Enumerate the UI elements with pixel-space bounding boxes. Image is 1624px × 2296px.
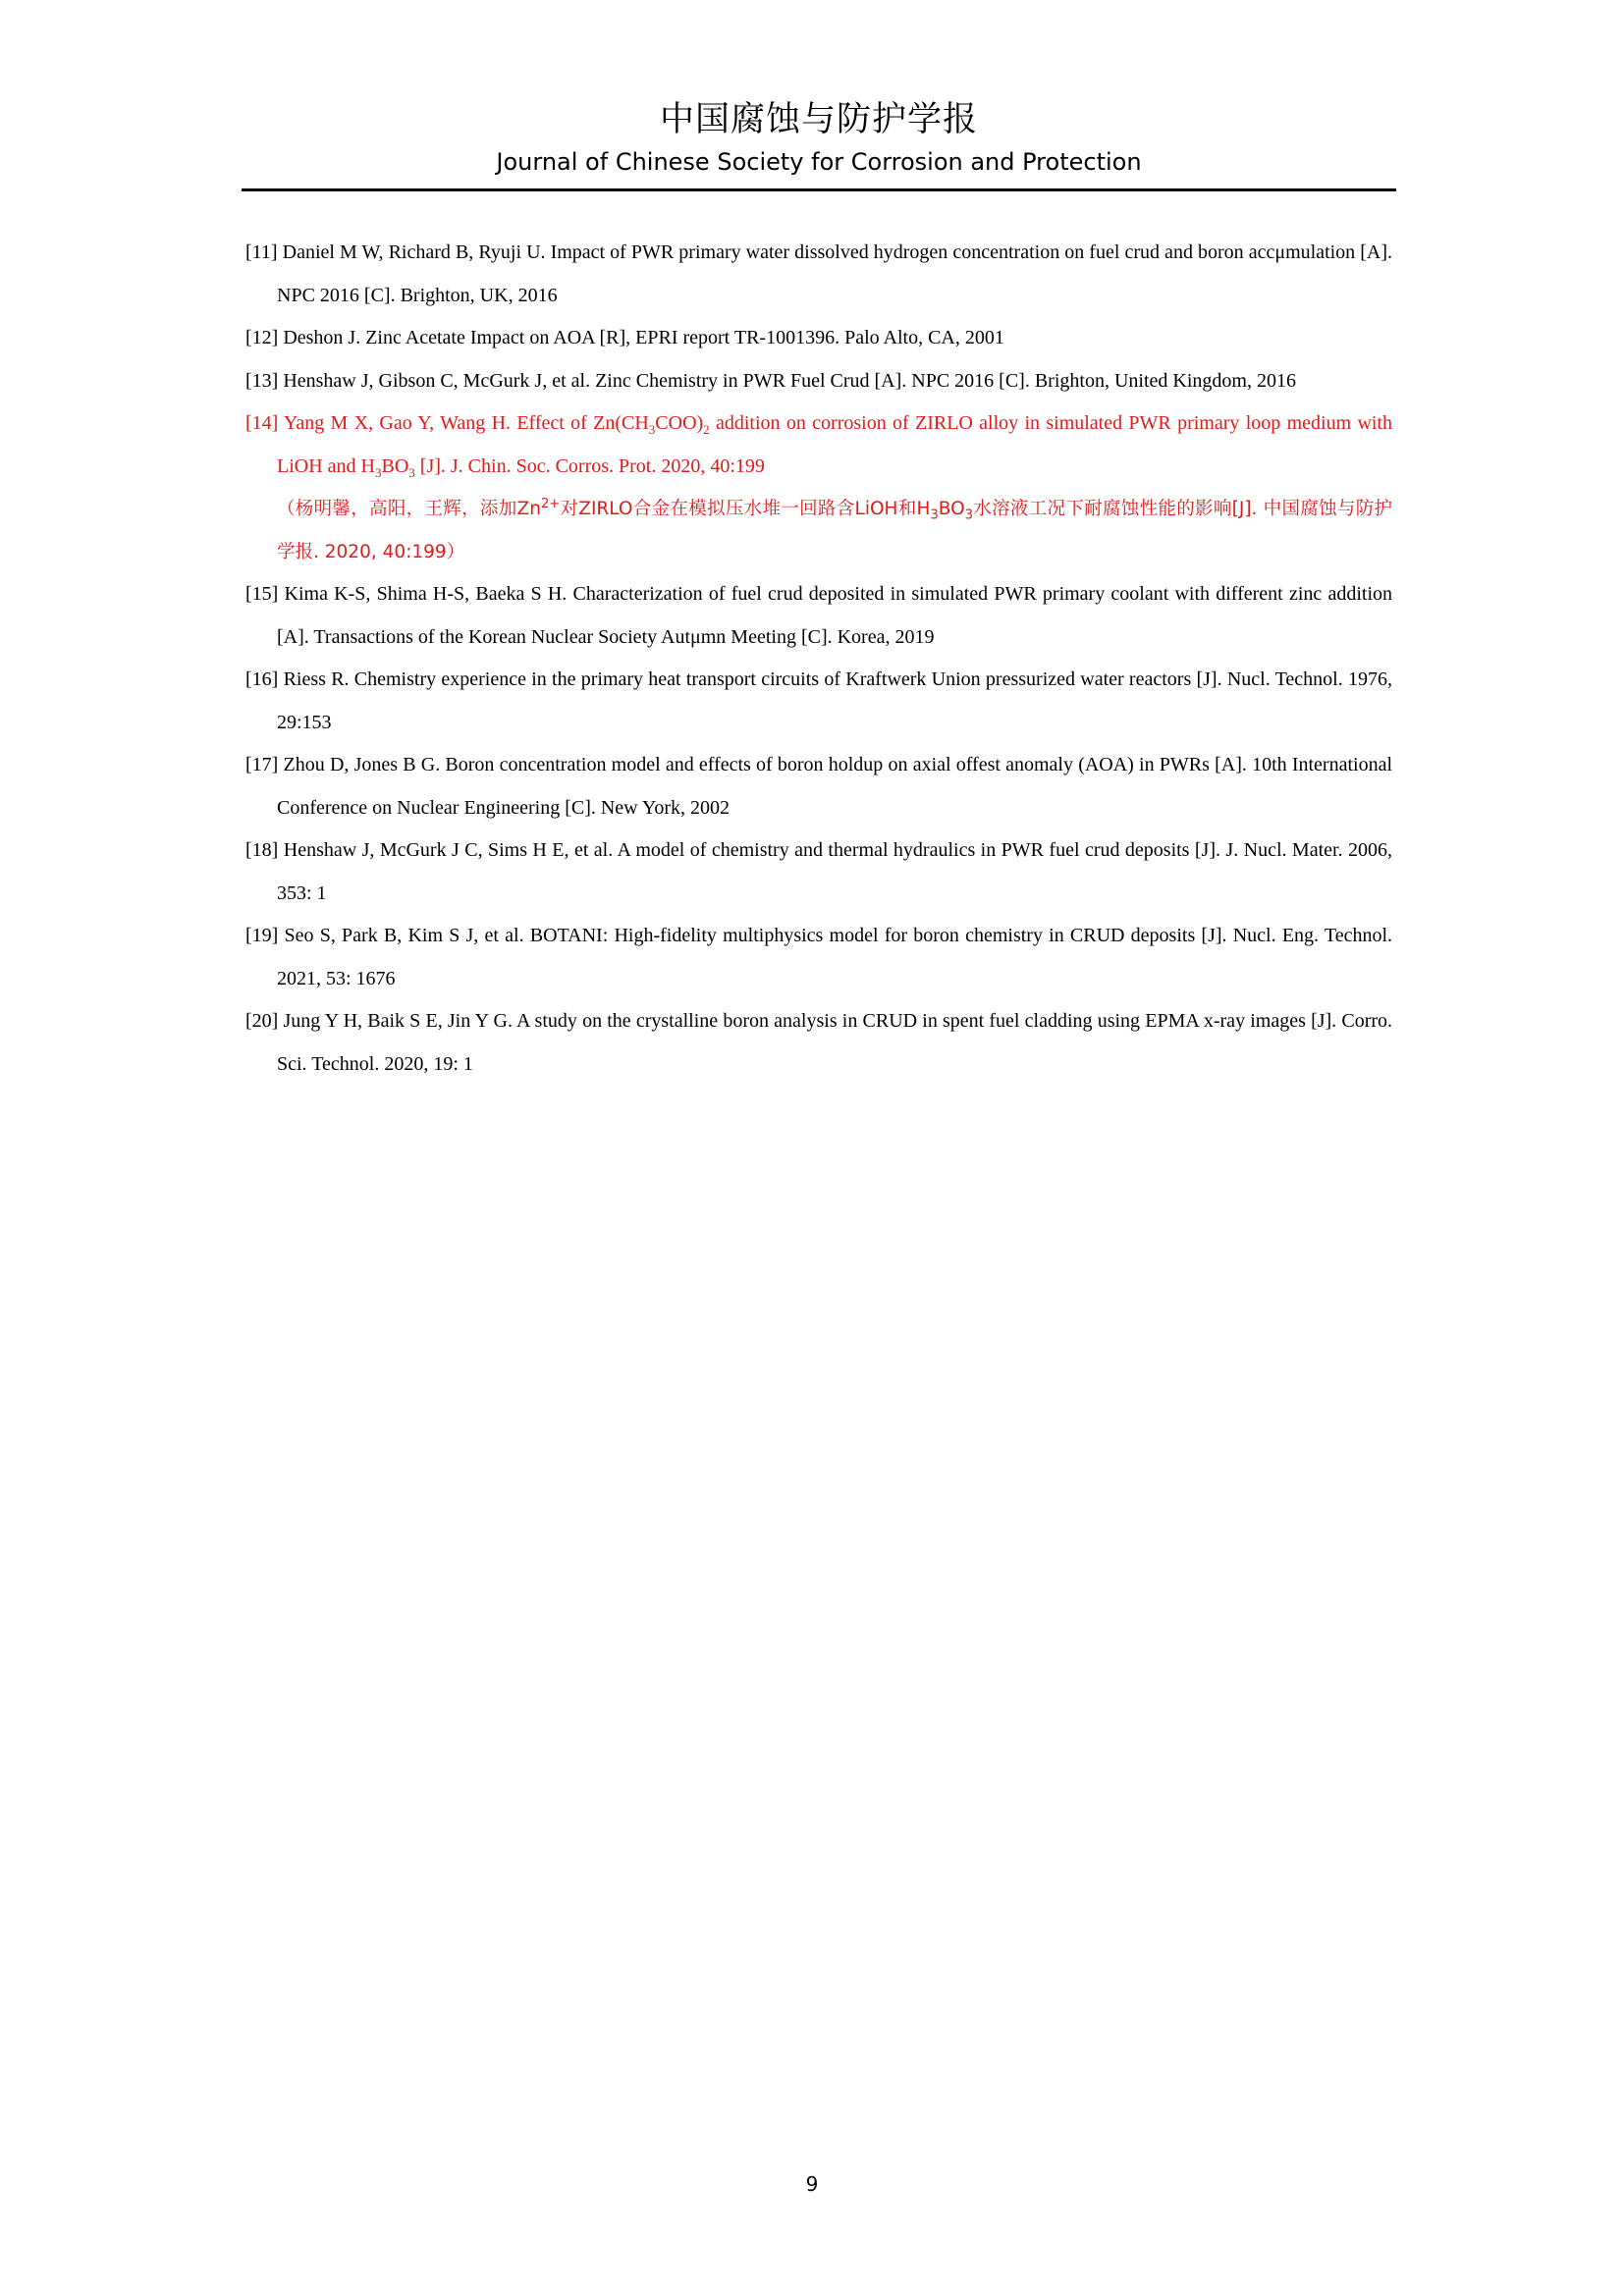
header-divider <box>242 188 1396 191</box>
reference-text: Riess R. Chemistry experience in the primary heat transport circuits of Kraftwerk Union pressurized water reactors [J]. Nucl. Technol. 1976, 29:153 <box>277 668 1392 733</box>
reference-text-chinese: （杨明馨，高阳，王辉，添加Zn <box>277 499 541 519</box>
reference-text: Yang M X, Gao Y, Wang H. Effect of Zn(CH <box>283 412 649 434</box>
subscript: 2 <box>703 422 710 437</box>
reference-number: [19] <box>245 925 279 946</box>
reference-number: [15] <box>245 583 279 605</box>
journal-title-english: Journal of Chinese Society for Corrosion and Protection <box>496 148 1142 176</box>
page-number: 9 <box>805 2172 819 2196</box>
subscript: 3 <box>930 507 939 523</box>
subscript: 3 <box>374 464 382 480</box>
reference-text: [J]. J. Chin. Soc. Corros. Prot. 2020, 40:199 <box>414 454 765 477</box>
reference-item-13 <box>245 360 1392 403</box>
reference-item-14 <box>245 402 1392 488</box>
subscript: 3 <box>408 464 415 480</box>
reference-item-11 <box>245 232 1392 317</box>
reference-number: [11] <box>245 241 278 263</box>
reference-text: Henshaw J, McGurk J C, Sims H E, et al. A model of chemistry and thermal hydraulics in PWR fuel crud deposits [J]. J. Nucl. Mater. 2006, 353: 1 <box>277 839 1393 904</box>
reference-text-chinese: 对ZIRLO合金在模拟压水堆一回路含LiOH和H <box>560 499 931 519</box>
reference-item-18 <box>245 829 1392 915</box>
reference-item-15 <box>245 573 1392 659</box>
reference-item-16 <box>245 659 1392 744</box>
reference-item-17 <box>245 744 1392 829</box>
reference-text: Seo S, Park B, Kim S J, et al. BOTANI: High-fidelity multiphysics model for boron chemistry in CRUD deposits [J]. Nucl. Eng. Technol. 2021, 53: 1676 <box>277 925 1393 989</box>
reference-number: [17] <box>245 754 279 775</box>
reference-text: BO <box>381 454 409 477</box>
reference-number: [20] <box>245 1010 279 1032</box>
reference-number: [12] <box>245 327 279 348</box>
reference-text: addition on corrosion of ZIRLO alloy in simulated PWR primary loop medium with LiOH and H <box>277 412 1393 477</box>
reference-number: [13] <box>245 369 279 392</box>
superscript: 2+ <box>540 496 561 511</box>
reference-item-12 <box>245 317 1392 360</box>
journal-header <box>242 96 1396 179</box>
reference-item-20 <box>245 1000 1392 1086</box>
reference-text: COO) <box>655 412 704 434</box>
reference-number: [16] <box>245 668 279 690</box>
reference-text-chinese: 水溶液工况下耐腐蚀性能的影响[J]. 中国腐蚀与防护学报. 2020, 40:199） <box>277 499 1393 562</box>
reference-text: Henshaw J, Gibson C, McGurk J, et al. Zinc Chemistry in PWR Fuel Crud [A]. NPC 2016 [C]. Brighton, United Kingdom, 2016 <box>283 369 1296 392</box>
reference-text: Jung Y H, Baik S E, Jin Y G. A study on the crystalline boron analysis in CRUD in spent fuel cladding using EPMA x-ray images [J]. Corro. Sci. Technol. 2020, 19: 1 <box>277 1010 1393 1075</box>
journal-title-chinese: 中国腐蚀与防护学报 <box>659 100 978 139</box>
reference-text: Daniel M W, Richard B, Ryuji U. Impact of PWR primary water dissolved hydrogen concentration on fuel crud and boron accμmulation [A]. NPC 2016 [C]. Brighton, UK, 2016 <box>277 241 1393 306</box>
reference-number: [14] <box>245 412 279 434</box>
reference-text: Deshon J. Zinc Acetate Impact on AOA [R], EPRI report TR-1001396. Palo Alto, CA, 2001 <box>283 327 1004 348</box>
reference-item-14-chinese <box>245 488 1392 573</box>
reference-number: [18] <box>245 839 279 861</box>
reference-text: Zhou D, Jones B G. Boron concentration model and effects of boron holdup on axial offest anomaly (AOA) in PWRs [A]. 10th International Conference on Nuclear Engineering [C]. New York, 2002 <box>277 754 1393 819</box>
reference-item-19 <box>245 915 1392 1000</box>
subscript: 3 <box>964 507 973 523</box>
reference-text-chinese: BO <box>938 499 965 519</box>
reference-text: Kima K-S, Shima H-S, Baeka S H. Characterization of fuel crud deposited in simulated PWR primary coolant with different zinc addition [A]. Transactions of the Korean Nuclear Society Autμmn Meeting [C]. Korea, 2019 <box>277 583 1393 648</box>
subscript: 3 <box>648 422 656 437</box>
reference-list <box>245 232 1392 1086</box>
